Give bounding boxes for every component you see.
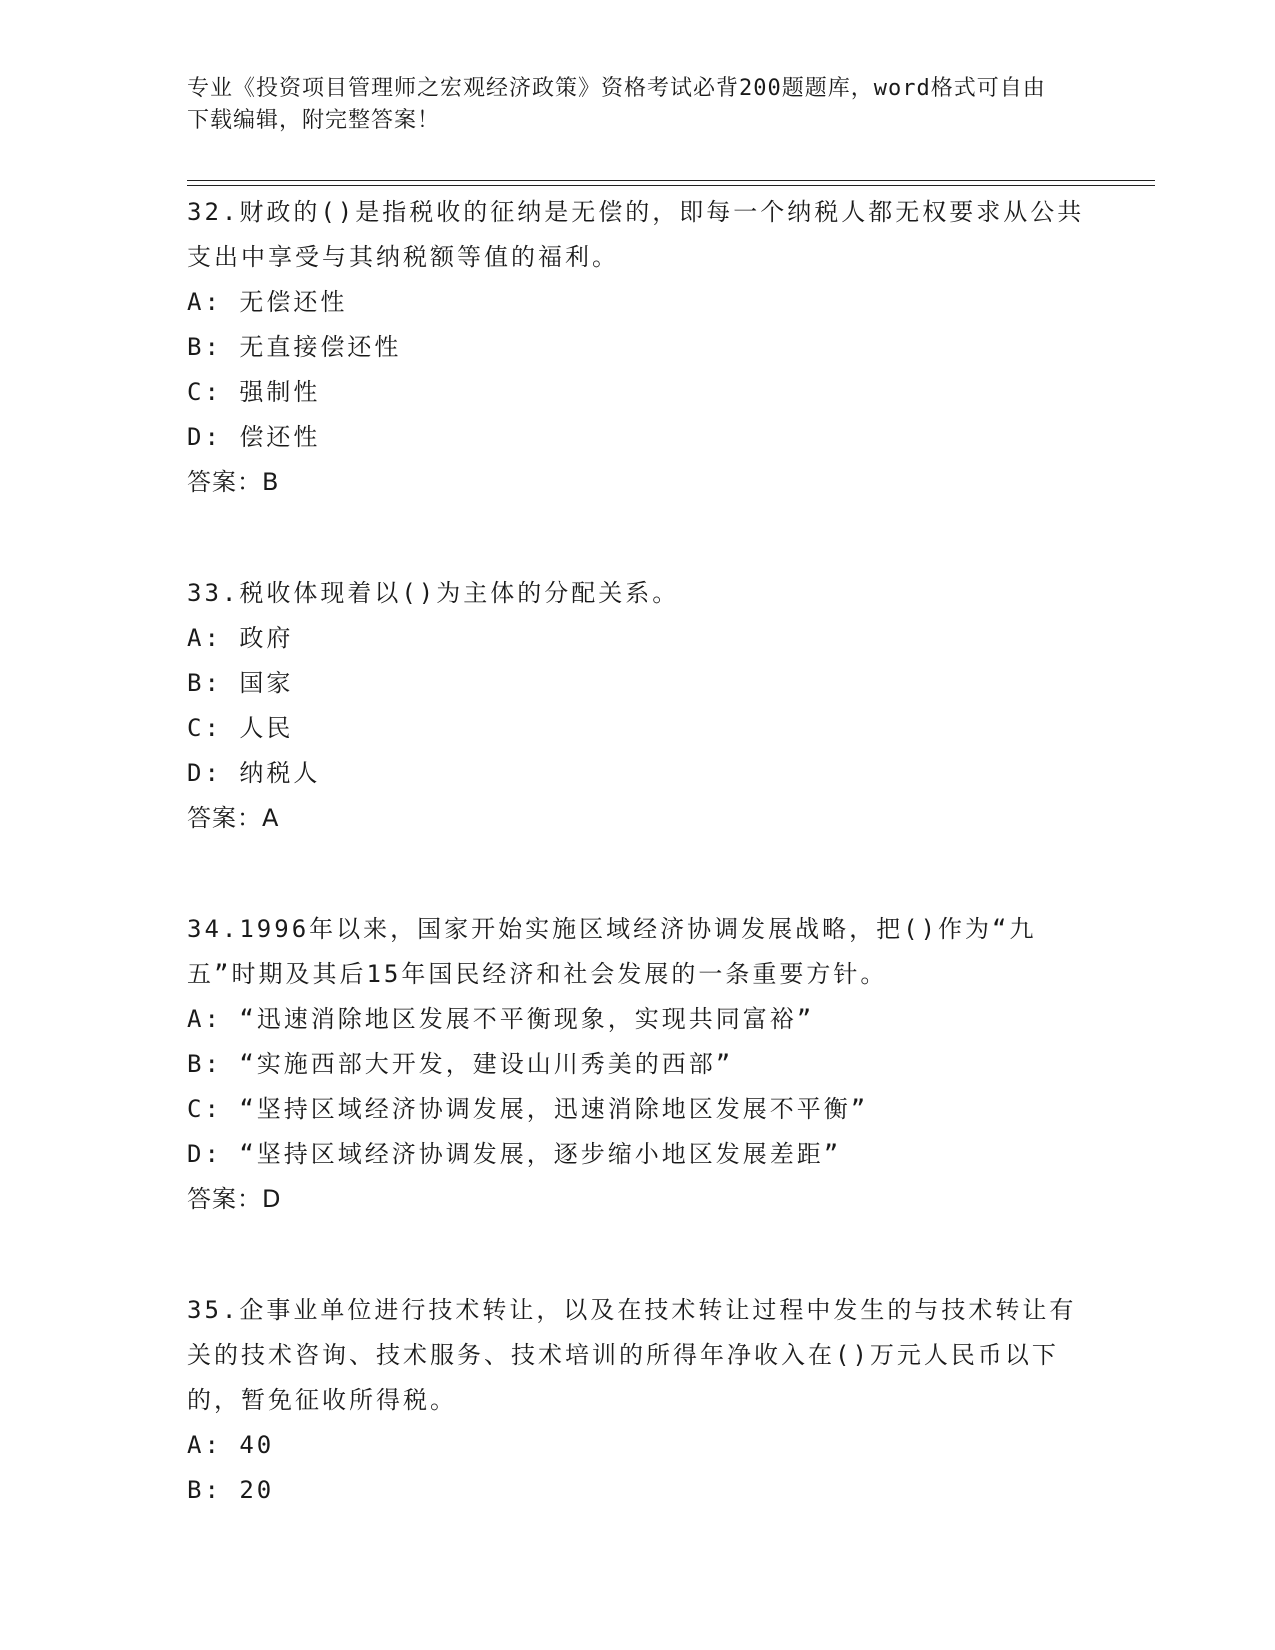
option-text: 纳税人 xyxy=(239,759,321,787)
option-text: 政府 xyxy=(239,624,294,652)
document-header: 专业《投资项目管理师之宏观经济政策》资格考试必背200题题库，word格式可自由下载编辑，附完整答案！ xyxy=(187,76,1046,133)
option-text: “坚持区域经济协调发展，迅速消除地区发展不平衡” xyxy=(239,1095,869,1123)
option-b xyxy=(187,661,1087,706)
option-c xyxy=(187,706,1087,751)
option-d xyxy=(187,1132,1087,1177)
option-d xyxy=(187,415,1087,460)
header-rule-bottom xyxy=(187,185,1155,186)
option-letter: A: xyxy=(187,1431,222,1459)
option-a xyxy=(187,280,1087,325)
option-text: “坚持区域经济协调发展，逐步缩小地区发展差距” xyxy=(239,1140,842,1168)
option-text: 国家 xyxy=(239,669,294,697)
option-a xyxy=(187,997,1087,1042)
option-text: 偿还性 xyxy=(239,423,321,451)
option-letter: D: xyxy=(187,759,222,787)
option-a xyxy=(187,616,1087,661)
question-stem: 33.税收体现着以()为主体的分配关系。 xyxy=(187,579,680,607)
option-text: 人民 xyxy=(239,714,294,742)
option-letter: D: xyxy=(187,423,222,451)
answer: 答案：B xyxy=(187,468,280,496)
header-rule-top xyxy=(187,180,1155,181)
option-b xyxy=(187,1042,1087,1087)
option-letter: C: xyxy=(187,1095,222,1123)
answer: 答案：A xyxy=(187,804,280,832)
question-stem: 35.企事业单位进行技术转让，以及在技术转让过程中发生的与技术转让有关的技术咨询、技术服务、技术培训的所得年净收入在()万元人民币以下的，暂免征收所得税。 xyxy=(187,1296,1077,1414)
option-letter: B: xyxy=(187,333,222,361)
question-34 xyxy=(187,907,1087,1222)
option-letter: B: xyxy=(187,1050,222,1078)
option-letter: A: xyxy=(187,1005,222,1033)
option-a xyxy=(187,1423,1087,1468)
option-letter: C: xyxy=(187,714,222,742)
option-text: 强制性 xyxy=(239,378,321,406)
question-33 xyxy=(187,571,1087,841)
option-letter: C: xyxy=(187,378,222,406)
option-letter: A: xyxy=(187,624,222,652)
question-stem: 34.1996年以来，国家开始实施区域经济协调发展战略，把()作为“九五”时期及其后15年国民经济和社会发展的一条重要方针。 xyxy=(187,915,1037,988)
option-c xyxy=(187,1087,1087,1132)
option-d xyxy=(187,751,1087,796)
option-text: 无偿还性 xyxy=(239,288,348,316)
option-b xyxy=(187,1468,1087,1513)
option-letter: B: xyxy=(187,669,222,697)
option-text: 无直接偿还性 xyxy=(239,333,402,361)
option-c xyxy=(187,370,1087,415)
option-text: 40 xyxy=(239,1431,275,1459)
question-35 xyxy=(187,1288,1087,1513)
question-list xyxy=(187,190,1087,1579)
question-32 xyxy=(187,190,1087,505)
option-text: “迅速消除地区发展不平衡现象，实现共同富裕” xyxy=(239,1005,815,1033)
option-b xyxy=(187,325,1087,370)
option-letter: A: xyxy=(187,288,222,316)
option-text: “实施西部大开发，建设山川秀美的西部” xyxy=(239,1050,734,1078)
answer: 答案：D xyxy=(187,1185,282,1213)
option-text: 20 xyxy=(239,1476,275,1504)
question-stem: 32.财政的()是指税收的征纳是无偿的，即每一个纳税人都无权要求从公共支出中享受与其纳税额等值的福利。 xyxy=(187,198,1085,271)
option-letter: B: xyxy=(187,1476,222,1504)
option-letter: D: xyxy=(187,1140,222,1168)
